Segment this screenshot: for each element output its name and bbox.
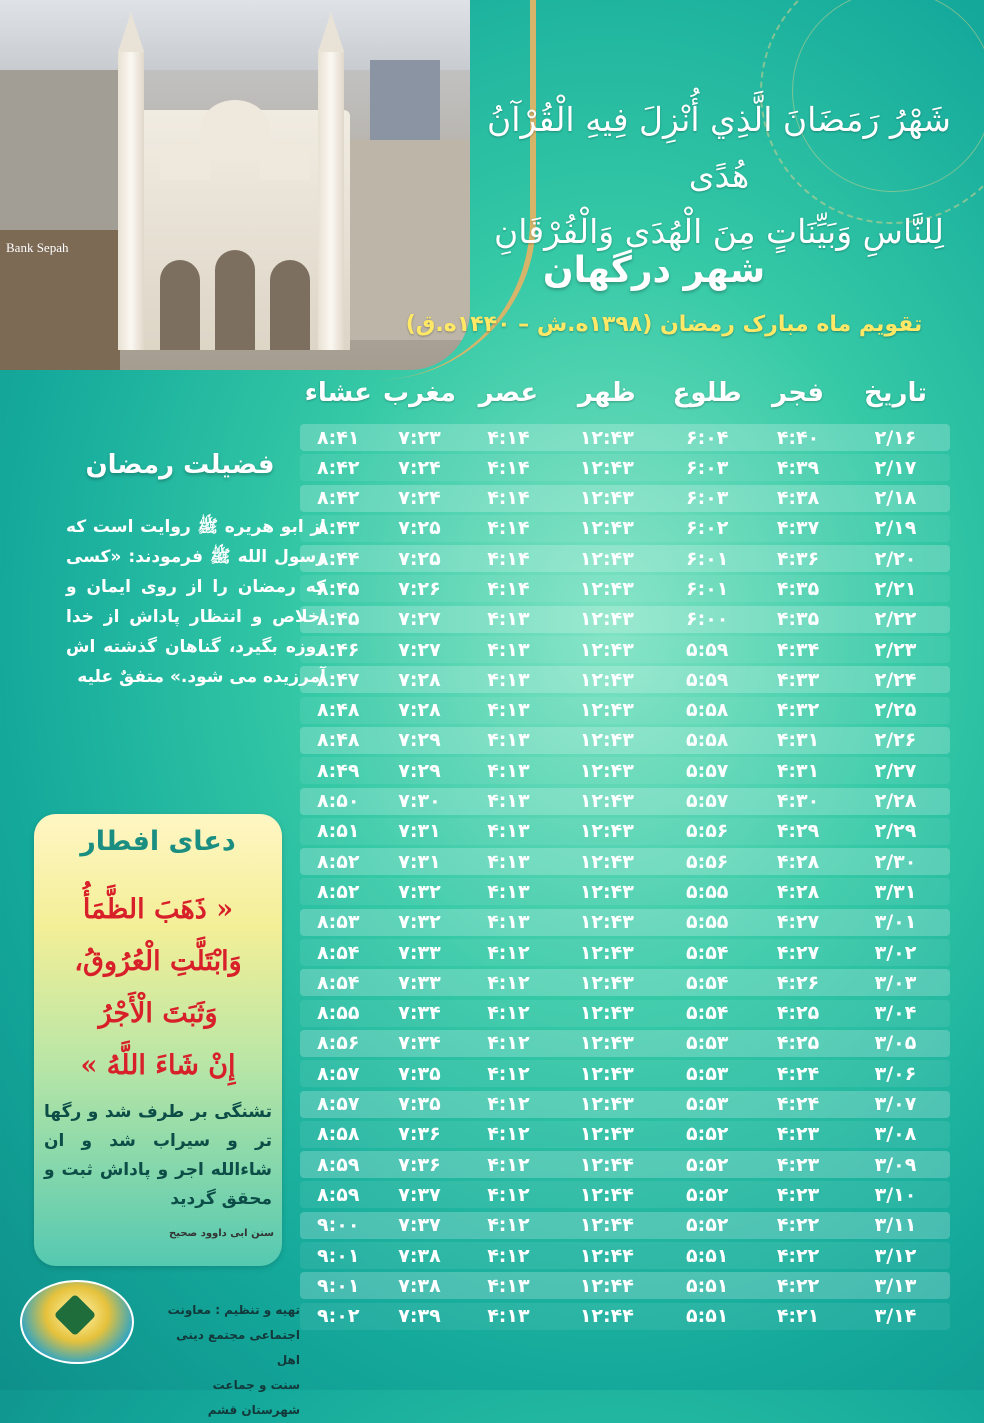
cell-dhuhr: ۱۲:۴۳ (579, 1062, 634, 1085)
cell-maghrib: ۷:۳۱ (398, 820, 441, 843)
cell-fajr: ۴:۲۳ (776, 1153, 820, 1176)
cell-sunrise: ۵:۵۵ (686, 880, 729, 903)
cell-dhuhr: ۱۲:۴۳ (579, 941, 634, 964)
cell-fajr: ۴:۲۳ (776, 1183, 820, 1206)
cell-isha: ۸:۵۸ (317, 1123, 360, 1146)
cell-asr: ۴:۱۲ (487, 1214, 530, 1237)
cell-sunrise: ۵:۵۷ (686, 759, 729, 782)
table-row (300, 788, 950, 815)
cell-isha: ۸:۴۳ (317, 517, 360, 540)
cell-sunrise: ۵:۵۵ (686, 911, 729, 934)
timetable-header (300, 378, 950, 418)
dua-arabic-line: إِنْ شَاءَ اللَّهُ » (80, 1050, 236, 1081)
virtue-title: فضیلت رمضان (85, 450, 275, 480)
cell-dhuhr: ۱۲:۴۴ (579, 1183, 634, 1206)
cell-isha: ۸:۵۹ (317, 1153, 360, 1176)
cell-fajr: ۴:۲۸ (776, 850, 820, 873)
cell-fajr: ۴:۲۹ (776, 820, 820, 843)
cell-isha: ۸:۵۹ (317, 1183, 360, 1206)
cell-dhuhr: ۱۲:۴۳ (579, 517, 634, 540)
cell-asr: ۴:۱۳ (487, 790, 530, 813)
cell-fajr: ۴:۳۵ (776, 577, 820, 600)
cell-asr: ۴:۱۲ (487, 971, 530, 994)
cell-date: ۳/۳۱ (874, 880, 917, 903)
cell-sunrise: ۶:۰۱ (686, 547, 729, 570)
cell-maghrib: ۷:۲۸ (398, 668, 441, 691)
cell-dhuhr: ۱۲:۴۳ (579, 729, 634, 752)
cell-date: ۲/۲۴ (874, 668, 917, 691)
cell-isha: ۸:۵۶ (317, 1032, 360, 1055)
credit-text (160, 1298, 300, 1423)
cell-maghrib: ۷:۳۸ (398, 1274, 441, 1297)
cell-dhuhr: ۱۲:۴۳ (579, 880, 634, 903)
table-row (300, 515, 950, 542)
cell-asr: ۴:۱۳ (487, 1274, 530, 1297)
header-asr: عصر (478, 378, 539, 408)
table-row (300, 1060, 950, 1087)
table-row (300, 878, 950, 905)
cell-fajr: ۴:۳۶ (776, 547, 820, 570)
cell-date: ۳/۰۲ (874, 941, 917, 964)
verse-line-1: شَهْرُ رَمَضَانَ الَّذِي أُنْزِلَ فِيهِ الْقُرْآنُ هُدًى (487, 100, 951, 195)
cell-maghrib: ۷:۳۲ (398, 911, 441, 934)
cell-isha: ۸:۵۲ (317, 880, 360, 903)
cell-fajr: ۴:۳۴ (776, 638, 820, 661)
cell-date: ۳/۰۳ (874, 971, 917, 994)
cell-sunrise: ۵:۵۳ (686, 1032, 729, 1055)
cell-fajr: ۴:۲۴ (776, 1093, 820, 1116)
cell-isha: ۹:۰۱ (317, 1274, 360, 1297)
cell-isha: ۹:۰۰ (317, 1214, 360, 1237)
cell-asr: ۴:۱۴ (487, 577, 530, 600)
minaret-right-top (318, 12, 344, 52)
header-maghrib: مغرب (382, 378, 457, 408)
cell-maghrib: ۷:۳۶ (398, 1153, 441, 1176)
cell-asr: ۴:۱۴ (487, 517, 530, 540)
cell-sunrise: ۶:۰۴ (686, 426, 729, 449)
cell-dhuhr: ۱۲:۴۳ (579, 1002, 634, 1025)
cell-isha: ۸:۴۷ (317, 668, 360, 691)
cell-asr: ۴:۱۲ (487, 1062, 530, 1085)
dua-source: سنن ابی داوود صحیح (169, 1228, 274, 1239)
cell-isha: ۸:۴۸ (317, 699, 360, 722)
verse-line-2: لِلنَّاسِ وَبَيِّنَاتٍ مِنَ الْهُدَى وَالْفُرْقَانِ (494, 212, 944, 251)
cell-fajr: ۴:۲۸ (776, 880, 820, 903)
header-isha: عشاء (304, 378, 372, 408)
photo-building (340, 140, 470, 340)
table-row (300, 424, 950, 451)
cell-fajr: ۴:۲۶ (776, 971, 820, 994)
cell-maghrib: ۷:۲۳ (398, 426, 441, 449)
cell-date: ۳/۱۴ (874, 1305, 917, 1328)
table-row (300, 757, 950, 784)
cell-sunrise: ۵:۵۱ (686, 1274, 729, 1297)
cell-maghrib: ۷:۳۴ (398, 1002, 441, 1025)
cell-fajr: ۴:۲۷ (776, 911, 820, 934)
cell-maghrib: ۷:۳۳ (398, 941, 441, 964)
cell-dhuhr: ۱۲:۴۳ (579, 608, 634, 631)
cell-dhuhr: ۱۲:۴۳ (579, 577, 634, 600)
cell-maghrib: ۷:۲۹ (398, 759, 441, 782)
cell-fajr: ۴:۲۴ (776, 1062, 820, 1085)
table-row (300, 818, 950, 845)
mosque-dome (200, 100, 270, 160)
cell-fajr: ۴:۲۲ (776, 1244, 820, 1267)
cell-sunrise: ۵:۵۴ (686, 971, 729, 994)
dua-title: دعای افطار (80, 826, 236, 857)
cell-asr: ۴:۱۴ (487, 456, 530, 479)
cell-isha: ۸:۴۸ (317, 729, 360, 752)
table-row (300, 1000, 950, 1027)
cell-maghrib: ۷:۳۹ (398, 1305, 441, 1328)
mosque-dome (160, 140, 210, 180)
photo-building (370, 60, 440, 140)
cell-maghrib: ۷:۲۸ (398, 699, 441, 722)
cell-asr: ۴:۱۳ (487, 759, 530, 782)
photo-building (0, 70, 120, 250)
cell-maghrib: ۷:۳۷ (398, 1183, 441, 1206)
cell-asr: ۴:۱۲ (487, 1244, 530, 1267)
table-row (300, 1091, 950, 1118)
cell-date: ۲/۲۰ (874, 547, 917, 570)
minaret-left (118, 50, 144, 350)
header-date: تاریخ (864, 378, 928, 408)
cell-date: ۲/۲۶ (874, 729, 917, 752)
cell-isha: ۸:۵۵ (317, 1002, 360, 1025)
cell-isha: ۸:۵۳ (317, 911, 360, 934)
cell-isha: ۸:۵۷ (317, 1093, 360, 1116)
cell-maghrib: ۷:۲۵ (398, 547, 441, 570)
cell-sunrise: ۶:۰۰ (686, 608, 729, 631)
table-row (300, 636, 950, 663)
cell-sunrise: ۵:۵۹ (686, 638, 729, 661)
table-row (300, 545, 950, 572)
dua-translation: تشنگی بر طرف شد و رگها تر و سیراب شد و ان شاءالله اجر و پاداش ثبت و محقق گردید (44, 1102, 272, 1209)
cell-isha: ۸:۵۷ (317, 1062, 360, 1085)
cell-dhuhr: ۱۲:۴۳ (579, 456, 634, 479)
cell-fajr: ۴:۲۲ (776, 1274, 820, 1297)
cell-sunrise: ۵:۵۴ (686, 941, 729, 964)
cell-sunrise: ۵:۵۳ (686, 1062, 729, 1085)
cell-isha: ۸:۴۲ (317, 456, 360, 479)
cell-sunrise: ۶:۰۱ (686, 577, 729, 600)
header-sunrise: طلوع (672, 378, 742, 408)
cell-date: ۳/۱۰ (874, 1183, 917, 1206)
cell-date: ۲/۳۰ (874, 850, 917, 873)
cell-isha: ۸:۵۱ (317, 820, 360, 843)
cell-maghrib: ۷:۲۶ (398, 577, 441, 600)
mosque-facade (120, 110, 350, 350)
cell-fajr: ۴:۲۲ (776, 1214, 820, 1237)
cell-fajr: ۴:۳۱ (776, 759, 820, 782)
cell-isha: ۸:۴۴ (317, 547, 360, 570)
cell-sunrise: ۵:۵۲ (686, 1123, 729, 1146)
table-row (300, 697, 950, 724)
cell-sunrise: ۶:۰۳ (686, 456, 729, 479)
cell-asr: ۴:۱۳ (487, 729, 530, 752)
cell-dhuhr: ۱۲:۴۳ (579, 1032, 634, 1055)
cell-dhuhr: ۱۲:۴۳ (579, 668, 634, 691)
cell-date: ۲/۱۹ (874, 517, 917, 540)
cell-asr: ۴:۱۲ (487, 1123, 530, 1146)
cell-dhuhr: ۱۲:۴۳ (579, 487, 634, 510)
cell-maghrib: ۷:۳۲ (398, 880, 441, 903)
cell-fajr: ۴:۳۸ (776, 487, 820, 510)
cell-sunrise: ۵:۵۸ (686, 699, 729, 722)
cell-maghrib: ۷:۳۱ (398, 850, 441, 873)
cell-sunrise: ۵:۵۱ (686, 1244, 729, 1267)
cell-dhuhr: ۱۲:۴۳ (579, 971, 634, 994)
bank-sign: Bank Sepah (6, 240, 69, 255)
cell-asr: ۴:۱۳ (487, 911, 530, 934)
mosque-dome (260, 140, 310, 180)
city-title: شهر درگهان (542, 250, 766, 291)
cell-asr: ۴:۱۲ (487, 1032, 530, 1055)
cell-asr: ۴:۱۲ (487, 1093, 530, 1116)
table-row (300, 606, 950, 633)
cell-maghrib: ۷:۳۶ (398, 1123, 441, 1146)
cell-asr: ۴:۱۳ (487, 638, 530, 661)
cell-fajr: ۴:۳۰ (776, 790, 820, 813)
cell-fajr: ۴:۴۰ (776, 426, 820, 449)
cell-sunrise: ۵:۵۱ (686, 1305, 729, 1328)
iftar-dua-box (34, 814, 282, 1266)
logo-emblem-icon (54, 1294, 96, 1336)
table-row (300, 1212, 950, 1239)
cell-sunrise: ۵:۵۲ (686, 1183, 729, 1206)
cell-maghrib: ۷:۳۷ (398, 1214, 441, 1237)
timetable-rows (300, 424, 950, 1333)
cell-fajr: ۴:۲۱ (776, 1305, 820, 1328)
cell-date: ۳/۰۵ (874, 1032, 917, 1055)
cell-isha: ۹:۰۲ (317, 1305, 360, 1328)
cell-sunrise: ۶:۰۲ (686, 517, 729, 540)
table-row (300, 1242, 950, 1269)
cell-sunrise: ۵:۵۶ (686, 850, 729, 873)
organization-logo (20, 1280, 134, 1364)
cell-date: ۲/۲۷ (874, 759, 917, 782)
cell-date: ۳/۰۴ (874, 1002, 917, 1025)
cell-isha: ۸:۴۱ (317, 426, 360, 449)
cell-maghrib: ۷:۳۸ (398, 1244, 441, 1267)
cell-sunrise: ۵:۵۲ (686, 1153, 729, 1176)
cell-isha: ۸:۴۵ (317, 608, 360, 631)
cell-asr: ۴:۱۲ (487, 941, 530, 964)
table-row (300, 1272, 950, 1299)
minaret-right (318, 50, 344, 350)
table-row (300, 1121, 950, 1148)
cell-isha: ۹:۰۱ (317, 1244, 360, 1267)
cell-sunrise: ۵:۵۷ (686, 790, 729, 813)
table-row (300, 727, 950, 754)
cell-date: ۲/۱۷ (874, 456, 917, 479)
header-dhuhr: ظهر (577, 378, 636, 408)
minaret-left-top (118, 12, 144, 52)
cell-asr: ۴:۱۳ (487, 850, 530, 873)
cell-maghrib: ۷:۲۷ (398, 608, 441, 631)
cell-isha: ۸:۵۰ (317, 790, 360, 813)
cell-dhuhr: ۱۲:۴۴ (579, 1305, 634, 1328)
cell-isha: ۸:۵۲ (317, 850, 360, 873)
cell-dhuhr: ۱۲:۴۴ (579, 1274, 634, 1297)
cell-dhuhr: ۱۲:۴۳ (579, 547, 634, 570)
cell-maghrib: ۷:۳۵ (398, 1093, 441, 1116)
cell-dhuhr: ۱۲:۴۳ (579, 790, 634, 813)
cell-asr: ۴:۱۳ (487, 820, 530, 843)
table-row (300, 454, 950, 481)
cell-fajr: ۴:۳۹ (776, 456, 820, 479)
cell-date: ۳/۰۹ (874, 1153, 917, 1176)
cell-date: ۳/۰۶ (874, 1062, 917, 1085)
table-row (300, 575, 950, 602)
cell-date: ۳/۰۸ (874, 1123, 917, 1146)
quran-verse (484, 92, 954, 260)
cell-date: ۲/۲۱ (874, 577, 917, 600)
cell-fajr: ۴:۳۲ (776, 699, 820, 722)
cell-sunrise: ۵:۵۳ (686, 1093, 729, 1116)
cell-isha: ۸:۵۴ (317, 971, 360, 994)
mosque-arch (215, 250, 255, 350)
dua-arabic-line: وَثَبَتَ الْأَجْرُ (98, 998, 218, 1029)
cell-isha: ۸:۴۶ (317, 638, 360, 661)
cell-fajr: ۴:۲۵ (776, 1032, 820, 1055)
cell-fajr: ۴:۲۷ (776, 941, 820, 964)
cell-asr: ۴:۱۳ (487, 1305, 530, 1328)
cell-asr: ۴:۱۲ (487, 1002, 530, 1025)
cell-date: ۲/۱۶ (874, 426, 917, 449)
table-row (300, 485, 950, 512)
cell-isha: ۸:۵۴ (317, 941, 360, 964)
cell-asr: ۴:۱۳ (487, 608, 530, 631)
cell-date: ۲/۲۹ (874, 820, 917, 843)
cell-fajr: ۴:۳۳ (776, 668, 820, 691)
cell-fajr: ۴:۳۷ (776, 517, 820, 540)
cell-dhuhr: ۱۲:۴۳ (579, 426, 634, 449)
table-row (300, 1030, 950, 1057)
cell-sunrise: ۵:۵۴ (686, 1002, 729, 1025)
cell-maghrib: ۷:۲۴ (398, 456, 441, 479)
table-row (300, 848, 950, 875)
cell-maghrib: ۷:۲۹ (398, 729, 441, 752)
cell-isha: ۸:۴۵ (317, 577, 360, 600)
table-row (300, 909, 950, 936)
cell-dhuhr: ۱۲:۴۳ (579, 850, 634, 873)
table-row (300, 969, 950, 996)
cell-sunrise: ۵:۵۲ (686, 1214, 729, 1237)
cell-date: ۳/۱۱ (874, 1214, 917, 1237)
cell-maghrib: ۷:۳۰ (398, 790, 441, 813)
cell-dhuhr: ۱۲:۴۴ (579, 1244, 634, 1267)
table-row (300, 666, 950, 693)
mosque-arch (160, 260, 200, 350)
cell-maghrib: ۷:۳۳ (398, 971, 441, 994)
cell-fajr: ۴:۲۳ (776, 1123, 820, 1146)
cell-dhuhr: ۱۲:۴۳ (579, 1123, 634, 1146)
cell-asr: ۴:۱۳ (487, 699, 530, 722)
cell-asr: ۴:۱۴ (487, 487, 530, 510)
dua-arabic-line: « ذَهَبَ الظَّمَأُ (82, 894, 234, 925)
cell-asr: ۴:۱۳ (487, 880, 530, 903)
cell-dhuhr: ۱۲:۴۴ (579, 1153, 634, 1176)
cell-date: ۲/۱۸ (874, 487, 917, 510)
calendar-subtitle: تقویم ماه مبارک رمضان (۱۳۹۸ه.ش – ۱۴۴۰ه.ق) (405, 312, 923, 337)
cell-dhuhr: ۱۲:۴۳ (579, 911, 634, 934)
cell-sunrise: ۶:۰۳ (686, 487, 729, 510)
cell-dhuhr: ۱۲:۴۳ (579, 1093, 634, 1116)
cell-sunrise: ۵:۵۸ (686, 729, 729, 752)
table-row (300, 1303, 950, 1330)
cell-fajr: ۴:۳۵ (776, 608, 820, 631)
dua-arabic-line: وَابْتَلَّتِ الْعُرُوقُ، (74, 946, 242, 977)
virtue-text: از ابو هریره ﷺ روایت است که رسول الله ﷺ فرمودند: «کسی که رمضان را از روی ایمان و اخلاص و انتظار پاداش از خدا روزه بگیرد، گناهان گذشته اش آمرزیده می شود.» متفقٌ علیه (66, 517, 326, 687)
cell-dhuhr: ۱۲:۴۴ (579, 1214, 634, 1237)
header-fajr: فجر (772, 378, 824, 408)
table-row (300, 1181, 950, 1208)
dua-arabic (42, 884, 274, 1092)
cell-asr: ۴:۱۲ (487, 1153, 530, 1176)
cell-date: ۳/۰۱ (874, 911, 917, 934)
cell-asr: ۴:۱۳ (487, 668, 530, 691)
cell-sunrise: ۵:۵۶ (686, 820, 729, 843)
cell-date: ۲/۲۸ (874, 790, 917, 813)
cell-dhuhr: ۱۲:۴۳ (579, 759, 634, 782)
cell-date: ۳/۱۳ (874, 1274, 917, 1297)
cell-sunrise: ۵:۵۹ (686, 668, 729, 691)
cell-maghrib: ۷:۲۴ (398, 487, 441, 510)
cell-asr: ۴:۱۴ (487, 547, 530, 570)
cell-date: ۲/۲۲ (874, 608, 917, 631)
cell-date: ۲/۲۵ (874, 699, 917, 722)
credit-line: سنت و جماعت شهرستان قشم (207, 1378, 300, 1417)
cell-dhuhr: ۱۲:۴۳ (579, 638, 634, 661)
cell-isha: ۸:۴۲ (317, 487, 360, 510)
cell-fajr: ۴:۳۱ (776, 729, 820, 752)
cell-fajr: ۴:۲۵ (776, 1002, 820, 1025)
credit-line: اجتماعی مجتمع دینی اهل (176, 1328, 300, 1367)
credit-line: تهیه و تنظیم : معاونت (167, 1303, 300, 1317)
cell-dhuhr: ۱۲:۴۳ (579, 820, 634, 843)
cell-maghrib: ۷:۲۵ (398, 517, 441, 540)
table-row (300, 939, 950, 966)
table-row (300, 1151, 950, 1178)
cell-date: ۳/۰۷ (874, 1093, 917, 1116)
cell-date: ۲/۲۳ (874, 638, 917, 661)
cell-maghrib: ۷:۲۷ (398, 638, 441, 661)
cell-maghrib: ۷:۳۵ (398, 1062, 441, 1085)
cell-date: ۳/۱۲ (874, 1244, 917, 1267)
cell-dhuhr: ۱۲:۴۳ (579, 699, 634, 722)
cell-asr: ۴:۱۴ (487, 426, 530, 449)
mosque-arch (270, 260, 310, 350)
cell-isha: ۸:۴۹ (317, 759, 360, 782)
cell-asr: ۴:۱۲ (487, 1183, 530, 1206)
cell-maghrib: ۷:۳۴ (398, 1032, 441, 1055)
